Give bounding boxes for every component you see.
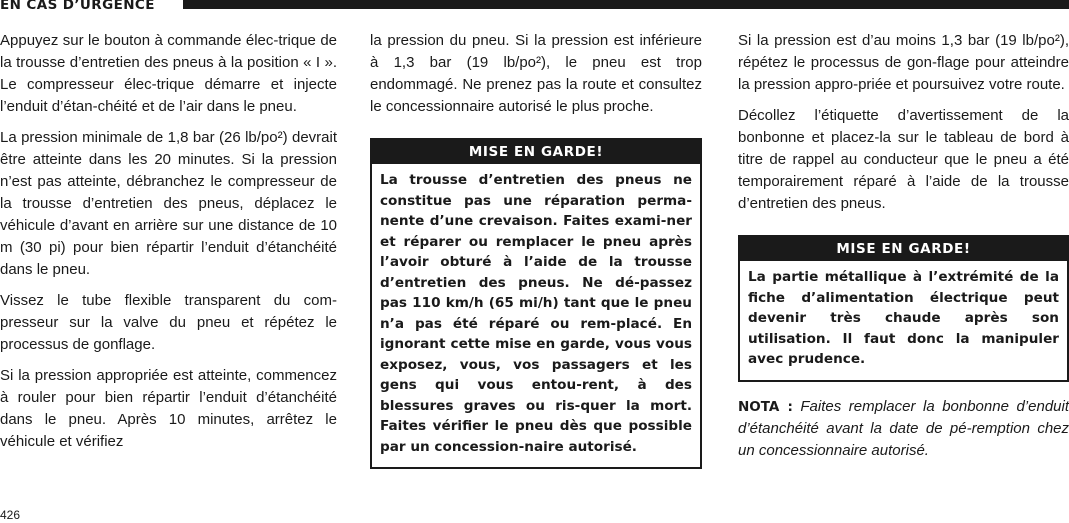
paragraph: Si la pression appropriée est atteinte, commencez à rouler pour bien répartir l’enduit d’étanchéité dans le pneu. Après 10 minutes, arrêtez le véhicule et vérifiez — [0, 367, 337, 450]
page-header — [0, 0, 1069, 14]
paragraph: La pression minimale de 1,8 bar (26 lb/po²) devrait être atteinte dans les 20 minutes. Si la pression n’est pas atteinte, débranchez le compresseur de la trousse d’entretien des pneus, déplacez le véhicule d’avant en arrière sur une distance de 10 m (30 pi) pour bien répartir l’enduit d’étanchéité dans le pneu. — [0, 129, 337, 278]
note-text: Faites remplacer la bonbonne d’enduit d’étanchéité avant la date de pé-remption chez un concessionnaire autorisé. — [738, 397, 1069, 459]
paragraph: Appuyez sur le bouton à commande élec-trique de la trousse d’entretien des pneus à la position « I ». Le compresseur élec-trique démarre et injecte l’enduit d’étan-chéité et de l’air dans le pneu. — [0, 32, 337, 115]
warning-text: La partie métallique à l’extrémité de la fiche d’alimentation électrique peut devenir très chaude après son utilisation. Il faut donc la manipuler avec prudence. — [748, 269, 1059, 367]
note-label: NOTA : — [738, 398, 793, 415]
note — [738, 396, 1069, 462]
paragraph: Vissez le tube flexible transparent du com-presseur sur la valve du pneu et répétez le processus de gonflage. — [0, 292, 337, 353]
page-number: 426 — [0, 508, 21, 522]
warning-box — [370, 138, 702, 469]
column-2 — [370, 30, 702, 469]
warning-box — [738, 235, 1069, 382]
column-3 — [738, 30, 1069, 462]
paragraph: la pression du pneu. Si la pression est inférieure à 1,3 bar (19 lb/po²), le pneu est trop endommagé. Ne prenez pas la route et consultez le concessionnaire autorisé le plus proche. — [370, 32, 702, 115]
warning-text: La trousse d’entretien des pneus ne constitue pas une réparation perma-nente d’une crevaison. Faites exami-ner et réparer ou remplacer le pneu après l’avoir obturé à l’aide de la trousse d’entretien des pneus. Ne dé-passez pas 110 km/h (65 mi/h) tant que le pneu n’a pas été réparé ou rem-placé. En ignorant cette mise en garde, vous vous exposez, vous, vos passagers et les gens qui vous entou-rent, à des blessures graves ou ris-quer la mort. Faites vérifier le pneu dès que possible par un concession-naire autorisé. — [380, 172, 692, 455]
section-title: EN CAS D’URGENCE — [0, 0, 155, 13]
paragraph: Décollez l’étiquette d’avertissement de la bonbonne et placez-la sur le tableau de bord à titre de rappel au conducteur que le pneu a été temporairement réparé à l’aide de la trousse d’entretien des pneus. — [738, 107, 1069, 212]
warning-title: MISE EN GARDE! — [372, 140, 700, 164]
warning-title: MISE EN GARDE! — [740, 237, 1067, 261]
paragraph: Si la pression est d’au moins 1,3 bar (19 lb/po²), répétez le processus de gon-flage pour atteindre la pression appro-priée et poursuivez votre route. — [738, 32, 1069, 93]
column-1 — [0, 30, 337, 462]
header-rule — [183, 0, 1069, 9]
